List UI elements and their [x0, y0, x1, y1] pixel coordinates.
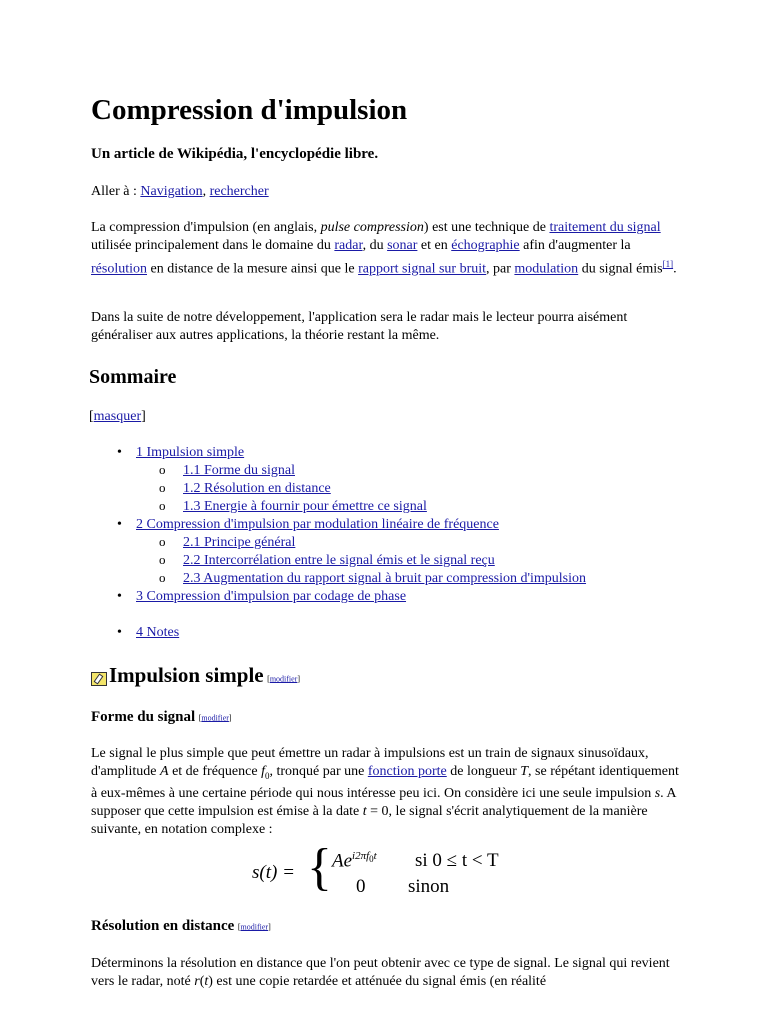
- toc-title: Sommaire: [89, 366, 177, 388]
- math-var: t: [204, 974, 209, 989]
- edit-section-link: [modifier]: [267, 674, 301, 684]
- toc-link-1-3[interactable]: 1.3 Energie à fournir pour émettre ce signal: [183, 499, 427, 514]
- edit-link[interactable]: modifier: [269, 674, 298, 684]
- body-text: de longueur: [446, 764, 521, 779]
- edit-link[interactable]: modifier: [201, 713, 229, 723]
- toc-link-3[interactable]: 3 Compression d'impulsion par codage de phase: [136, 589, 407, 604]
- toc-item: [91, 480, 586, 498]
- formula-row1-expr: [332, 850, 377, 872]
- section-heading-impulsion-simple: [91, 663, 300, 688]
- search-link[interactable]: rechercher: [209, 184, 269, 199]
- subsection-title: Résolution en distance: [91, 918, 235, 934]
- toc-item: [91, 444, 586, 462]
- reference-link[interactable]: [1]: [662, 259, 674, 269]
- toc-item: [91, 570, 586, 588]
- toc-hide-link[interactable]: masquer: [93, 409, 142, 424]
- math-var: s: [654, 785, 661, 801]
- signal-formula: [252, 839, 552, 902]
- toc-item: [91, 462, 586, 480]
- signal-processing-link[interactable]: traitement du signal: [549, 220, 661, 235]
- toc-link-1-2[interactable]: 1.2 Résolution en distance: [183, 481, 331, 496]
- second-paragraph: [91, 309, 681, 345]
- body-text: et de fréquence: [168, 764, 262, 779]
- formula-row2-cond: sinon: [408, 876, 450, 897]
- snr-link[interactable]: rapport signal sur bruit: [358, 261, 487, 277]
- toc-link-2-3[interactable]: 2.3 Augmentation du rapport signal à bruit par compression d'impulsion: [183, 571, 587, 586]
- formula-exp-t: t: [373, 850, 377, 862]
- subsection-title: Forme du signal: [91, 709, 196, 725]
- subsection-heading-resolution: [91, 918, 271, 935]
- fonction-porte-link[interactable]: fonction porte: [367, 764, 447, 779]
- math-var: t: [362, 803, 367, 819]
- edit-section-link: [modifier]: [237, 922, 271, 932]
- sonar-link[interactable]: sonar: [387, 238, 418, 253]
- resolution-paragraph: [91, 955, 681, 991]
- radar-link[interactable]: radar: [334, 238, 363, 253]
- formula-row2-expr: 0: [356, 876, 366, 897]
- intro-text: La compression d'impulsion (en anglais,: [91, 220, 321, 235]
- toc-link-2-1[interactable]: 2.1 Principe général: [183, 535, 296, 550]
- second-paragraph-text: Dans la suite de notre développement, l'application sera le radar mais le lecteur pourra aisément généraliser aux autres applications, la théorie restant la même.: [91, 310, 628, 343]
- toc-toggle-bracket: ]: [141, 409, 146, 424]
- section-title: Impulsion simple: [109, 663, 264, 687]
- toc-item: [91, 552, 586, 570]
- toc-item: [91, 534, 586, 552]
- toc-toggle: [89, 409, 146, 425]
- body-text: Déterminons la résolution en distance que l'on peut obtenir avec ce type de signal. Le signal qui revient vers le radar, noté: [91, 956, 670, 989]
- edit-pencil-icon[interactable]: [91, 672, 107, 686]
- edit-link[interactable]: modifier: [240, 922, 269, 932]
- math-var: T: [520, 764, 529, 779]
- echography-link[interactable]: échographie: [451, 238, 520, 253]
- jump-to-links: [91, 184, 269, 200]
- toc-link-1[interactable]: 1 Impulsion simple: [136, 445, 245, 460]
- math-var: r: [194, 974, 200, 989]
- page-title: Compression d'impulsion: [91, 94, 408, 126]
- body-text: = 0, le signal s'écrit analytiquement de la manière suivante, en notation complexe :: [91, 803, 648, 837]
- toc-link-2-2[interactable]: 2.2 Intercorrélation entre le signal émis et le signal reçu: [183, 553, 495, 568]
- forme-paragraph: [91, 745, 681, 839]
- intro-text: , par: [486, 261, 515, 277]
- toc-item: [91, 516, 586, 534]
- toc-item: [91, 606, 586, 642]
- jump-to-prefix: Aller à :: [91, 184, 141, 199]
- intro-text: ) est une technique de: [423, 220, 550, 235]
- navigation-link[interactable]: Navigation: [140, 184, 203, 199]
- table-of-contents: [91, 444, 586, 642]
- math-var: A: [160, 764, 169, 779]
- body-text: (: [199, 974, 205, 989]
- intro-paragraph: [91, 219, 681, 279]
- math-var: f: [261, 764, 265, 779]
- jump-to-separator: ,: [202, 184, 210, 199]
- edit-section-link: [modifier]: [198, 713, 232, 723]
- toc-item: [91, 588, 586, 606]
- body-text: , se répétant identiquement à eux-mêmes à une certaine période qui nous intéresse peu ici. On considère ici une seule impulsion: [91, 764, 679, 801]
- formula-amp: Ae: [332, 850, 353, 872]
- intro-text: .: [673, 261, 677, 277]
- intro-text: en distance de la mesure ainsi que le: [147, 261, 359, 277]
- intro-text: du signal émis: [578, 261, 663, 277]
- page-subtitle: Un article de Wikipédia, l'encyclopédie libre.: [91, 146, 379, 162]
- formula-exp: i2πf: [352, 850, 370, 862]
- intro-text: et en: [417, 238, 452, 253]
- toc-item: [91, 498, 586, 516]
- formula-lhs: s(t) =: [252, 862, 295, 883]
- body-text: . A supposer que cette impulsion est émise à la date: [91, 785, 676, 819]
- toc-link-1-1[interactable]: 1.1 Forme du signal: [183, 463, 295, 478]
- toc-link-4[interactable]: 4 Notes: [136, 625, 180, 640]
- formula-brace: {: [307, 839, 332, 896]
- subsection-heading-forme: [91, 709, 232, 726]
- formula-row1-cond: si 0 ≤ t < T: [415, 850, 499, 871]
- body-text: Le signal le plus simple que peut émettre un radar à impulsions est un train de signaux sinusoïdaux, d'amplitude: [91, 746, 649, 779]
- modulation-link[interactable]: modulation: [514, 261, 579, 277]
- intro-text: afin d'augmenter la: [519, 238, 631, 253]
- body-text: ) est une copie retardée et atténuée du signal émis (en réalité: [208, 974, 547, 989]
- toc-toggle-bracket: [: [89, 409, 94, 424]
- body-text: , tronqué par une: [269, 764, 368, 779]
- intro-text: utilisée principalement dans le domaine du: [91, 238, 335, 253]
- intro-english-term: pulse compression: [320, 220, 424, 235]
- resolution-link[interactable]: résolution: [91, 261, 147, 277]
- formula-exp-sub: 0: [369, 854, 374, 865]
- math-subscript: 0: [264, 770, 270, 781]
- intro-text: , du: [362, 238, 388, 253]
- toc-link-2[interactable]: 2 Compression d'impulsion par modulation linéaire de fréquence: [136, 517, 499, 532]
